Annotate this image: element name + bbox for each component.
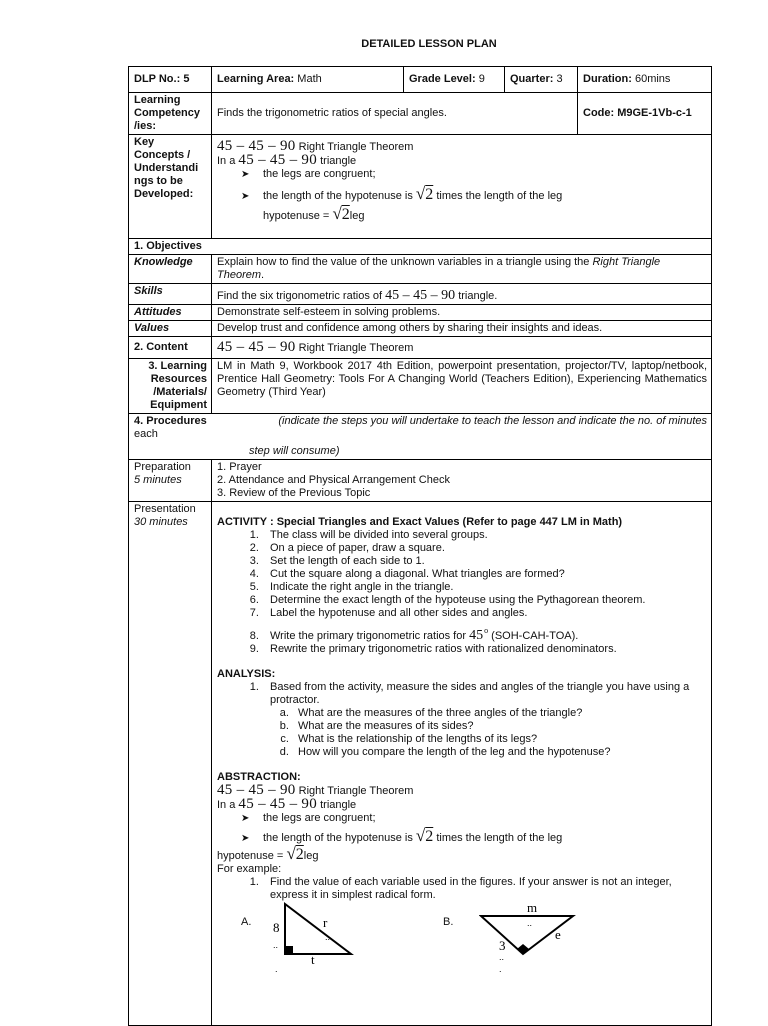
- resources-label-line: /Materials/: [153, 386, 207, 398]
- page-title: DETAILED LESSON PLAN: [361, 38, 497, 50]
- key-concepts-label-line: Developed:: [134, 188, 194, 200]
- example-list: [217, 876, 707, 902]
- abstraction-triangle-math: 45 – 45 – 90: [238, 796, 318, 812]
- procedures-note-2: step will consume): [249, 445, 340, 457]
- procedures-label: 4. Procedures: [134, 415, 207, 427]
- dlp-no-value: 5: [183, 73, 190, 85]
- attitudes-label: Attitudes: [129, 305, 212, 321]
- abstraction-in-a: In a: [217, 799, 236, 811]
- abstraction-formula-pre: hypotenuse =: [217, 850, 284, 862]
- presentation-minutes: 30 minutes: [134, 516, 188, 528]
- activity-step: 4. Cut the square along a diagonal. What triangles are formed?: [262, 568, 707, 581]
- content-text: [212, 337, 712, 359]
- figure-b-right-label: e: [555, 927, 561, 942]
- learning-area-cell: [212, 67, 404, 93]
- hypotenuse-text-post: times the length of the leg: [436, 190, 563, 202]
- activity-title: ACTIVITY : Special Triangles and Exact Values (Refer to page 447 LM in Math): [217, 516, 623, 528]
- sqrt-two-icon: √2: [415, 826, 434, 845]
- activity-step: 2. On a piece of paper, draw a square.: [262, 542, 707, 555]
- skills-math: 45 – 45 – 90: [385, 288, 456, 303]
- right-angle-marker: [285, 946, 293, 954]
- skills-label: Skills: [129, 284, 212, 305]
- objectives-title: 1. Objectives: [129, 239, 712, 255]
- figure-b-dots: .: [499, 964, 502, 974]
- key-concepts-label-line: Concepts /: [134, 149, 191, 161]
- quarter-cell: [505, 67, 578, 93]
- step8-math: 45$^o$: [469, 626, 489, 643]
- dlp-no-label: DLP No.:: [134, 73, 181, 85]
- figure-a-base-label: t: [311, 952, 315, 967]
- figure-a-dots: ..: [273, 940, 279, 950]
- abstraction-triangle-text: triangle: [320, 799, 357, 811]
- knowledge-row: [129, 255, 712, 284]
- key-concepts-label-line: ngs to be: [134, 175, 183, 187]
- skills-text-post: triangle.: [458, 290, 498, 302]
- objectives-title-row: [129, 239, 712, 255]
- activity-step: 5. Indicate the right angle in the triangle.: [262, 581, 707, 594]
- figure-b-left-label: 3: [499, 938, 506, 953]
- competency-label-line: Competency: [134, 107, 201, 119]
- abstraction-legs-text: the legs are congruent;: [263, 812, 376, 824]
- presentation-label-cell: [129, 502, 212, 1026]
- key-concepts-content: [212, 135, 712, 239]
- figure-a-hyp-label: r: [323, 915, 328, 930]
- resources-label: [129, 359, 212, 414]
- procedures-row: [129, 414, 712, 460]
- quarter-label: Quarter:: [510, 73, 554, 85]
- figure-a-side-label: 8: [273, 920, 280, 935]
- figures: [217, 902, 707, 982]
- activity-step: 1. The class will be divided into several groups.: [262, 529, 707, 542]
- values-row: [129, 321, 712, 337]
- key-concepts-row: [129, 135, 712, 239]
- in-a-text: In a: [217, 155, 236, 167]
- analysis-main: Based from the activity, measure the sides and angles of the triangle you have using a protractor.: [270, 681, 690, 706]
- arrow-bullet-icon: ➤: [241, 191, 250, 202]
- knowledge-text-main: Explain how to find the value of the unknown variables in a triangle using the: [217, 256, 590, 268]
- for-example-label: For example:: [217, 863, 282, 875]
- knowledge-text: Explain how to find the value of the unknown variables in a triangle using the Right Triangle Theorem.: [212, 255, 712, 284]
- presentation-row: [129, 502, 712, 1026]
- presentation-content: [212, 502, 712, 1026]
- values-text: Develop trust and confidence among others by sharing their insights and ideas.: [212, 321, 712, 337]
- resources-text: LM in Math 9, Workbook 2017 4th Edition, powerpoint presentation, projector/TV, laptop/netbook, Prentice Hall Geometry: Tools For A Changing World (Teachers Edition), Experiencing Mathematics Geometry (Third Year): [212, 359, 712, 414]
- hypotenuse-text: the length of the hypotenuse is: [263, 190, 413, 202]
- abstraction-hyp-text: the length of the hypotenuse is: [263, 832, 413, 844]
- competency-row: [129, 93, 712, 135]
- resources-label-line: Equipment: [150, 399, 207, 411]
- learning-area-label: Learning Area:: [217, 73, 295, 85]
- analysis-item: [262, 681, 707, 759]
- activity-step: 6. Determine the exact length of the hypoteuse using the Pythagorean theorem.: [262, 594, 707, 607]
- content-math: 45 – 45 – 90: [217, 338, 296, 355]
- activity-step: 7. Label the hypotenuse and all other sides and angles.: [262, 607, 707, 620]
- competency-label-line: /ies:: [134, 120, 157, 132]
- duration-cell: [578, 67, 712, 93]
- analysis-sub-item: a. What are the measures of the three angles of the triangle?: [292, 707, 707, 720]
- triangle-math: 45 – 45 – 90: [238, 152, 318, 168]
- preparation-items: [212, 460, 712, 502]
- figure-b-top-label: m: [527, 902, 538, 915]
- analysis-sub-item: c. What is the relationship of the lengths of its legs?: [292, 733, 707, 746]
- abstraction-theorem-text: Right Triangle Theorem: [298, 785, 414, 797]
- analysis-sub-list: [270, 707, 707, 759]
- key-concepts-label-line: Key: [134, 136, 155, 148]
- abstraction-hyp-text-post: times the length of the leg: [436, 832, 563, 844]
- arrow-bullet-icon: ➤: [241, 833, 250, 844]
- competency-text: Finds the trigonometric ratios of special angles.: [212, 93, 578, 135]
- example-item: 1. Find the value of each variable used in the figures. If your answer is not an integer, express it in simplest radical form.: [262, 876, 707, 902]
- figure-b-dots: ..: [527, 918, 533, 928]
- sqrt-two-icon: √2: [332, 204, 350, 223]
- knowledge-text-italic: Right Triangle Theorem: [217, 256, 661, 281]
- preparation-label: Preparation: [134, 461, 191, 473]
- analysis-title: ANALYSIS:: [217, 668, 276, 680]
- preparation-label-cell: [129, 460, 212, 502]
- legs-congruent-text: the legs are congruent;: [263, 168, 376, 180]
- analysis-list: [217, 681, 707, 759]
- skills-text-pre: Find the six trigonometric ratios of: [217, 290, 383, 302]
- step8-pre: Write the primary trigonometric ratios for: [270, 630, 467, 642]
- right-angle-marker: [517, 944, 529, 954]
- abstraction-theorem-math: 45 – 45 – 90: [217, 782, 296, 798]
- theorem-text: Right Triangle Theorem: [298, 141, 414, 153]
- triangle-text: triangle: [320, 155, 357, 167]
- sqrt-two-icon: √2: [415, 184, 434, 203]
- duration-value: 60mins: [634, 73, 671, 85]
- content-label: 2. Content: [129, 337, 212, 359]
- figure-a-dots: .: [275, 964, 278, 974]
- knowledge-label: Knowledge: [129, 255, 212, 284]
- prep-item: 1. Prayer: [217, 461, 262, 473]
- arrow-bullet-icon: ➤: [241, 169, 250, 180]
- key-concepts-label: [129, 135, 212, 239]
- figure-b-label: B.: [443, 916, 454, 928]
- resources-row: [129, 359, 712, 414]
- procedures-each: each: [134, 428, 158, 440]
- abstraction-title: ABSTRACTION:: [217, 771, 301, 783]
- procedures-note: (indicate the steps you will undertake to teach the lesson and indicate the no. of minutes: [278, 415, 707, 427]
- grade-level-cell: [404, 67, 505, 93]
- attitudes-row: [129, 305, 712, 321]
- figure-a-label: A.: [241, 916, 252, 928]
- hyp-formula-post: leg: [349, 210, 365, 222]
- sqrt-two-icon: √2: [286, 844, 304, 863]
- dlp-no-cell: [129, 67, 212, 93]
- values-label: Values: [129, 321, 212, 337]
- procedures-cell: [129, 414, 712, 460]
- presentation-label: Presentation: [134, 503, 196, 515]
- content-text-main: Right Triangle Theorem: [298, 341, 414, 354]
- activity-steps: [217, 529, 707, 656]
- analysis-sub-item: b. What are the measures of its sides?: [292, 720, 707, 733]
- competency-label: [129, 93, 212, 135]
- skills-row: [129, 284, 712, 305]
- abstraction-formula-post: leg: [303, 850, 319, 862]
- preparation-minutes: 5 minutes: [134, 474, 182, 486]
- hyp-formula-pre: hypotenuse =: [263, 210, 330, 222]
- grade-level-value: 9: [478, 73, 485, 85]
- duration-label: Duration:: [583, 73, 632, 85]
- prep-item: 3. Review of the Previous Topic: [217, 487, 371, 499]
- header-row: [129, 67, 712, 93]
- activity-step: 9. Rewrite the primary trigonometric ratios with rationalized denominators.: [262, 643, 707, 656]
- learning-area-value: Math: [297, 73, 322, 85]
- activity-step: 3. Set the length of each side to 1.: [262, 555, 707, 568]
- grade-level-label: Grade Level:: [409, 73, 476, 85]
- skills-text: [212, 284, 712, 305]
- content-row: [129, 337, 712, 359]
- figure-a-shape: [285, 904, 351, 954]
- competency-label-line: Learning: [134, 94, 181, 106]
- quarter-value: 3: [556, 73, 563, 85]
- step8-post: (SOH-CAH-TOA).: [491, 630, 579, 642]
- arrow-bullet-icon: ➤: [241, 813, 250, 824]
- key-concepts-label-line: Understandi: [134, 162, 199, 174]
- lesson-plan-table: [128, 66, 712, 1026]
- competency-code: Code: M9GE-1Vb-c-1: [578, 93, 712, 135]
- figure-a-dots: ..: [325, 932, 331, 942]
- resources-label-line: Resources: [150, 373, 207, 385]
- theorem-math: 45 – 45 – 90: [217, 138, 296, 154]
- figure-b-triangle: [479, 902, 589, 982]
- resources-label-line: 3. Learning: [148, 360, 207, 372]
- activity-step: [262, 624, 707, 643]
- figure-a-triangle: [267, 902, 357, 982]
- analysis-sub-item: d. How will you compare the length of the leg and the hypotenuse?: [292, 746, 707, 759]
- figure-b-dots: ..: [499, 952, 505, 962]
- preparation-row: [129, 460, 712, 502]
- attitudes-text: Demonstrate self-esteem in solving problems.: [212, 305, 712, 321]
- prep-item: 2. Attendance and Physical Arrangement Check: [217, 474, 450, 486]
